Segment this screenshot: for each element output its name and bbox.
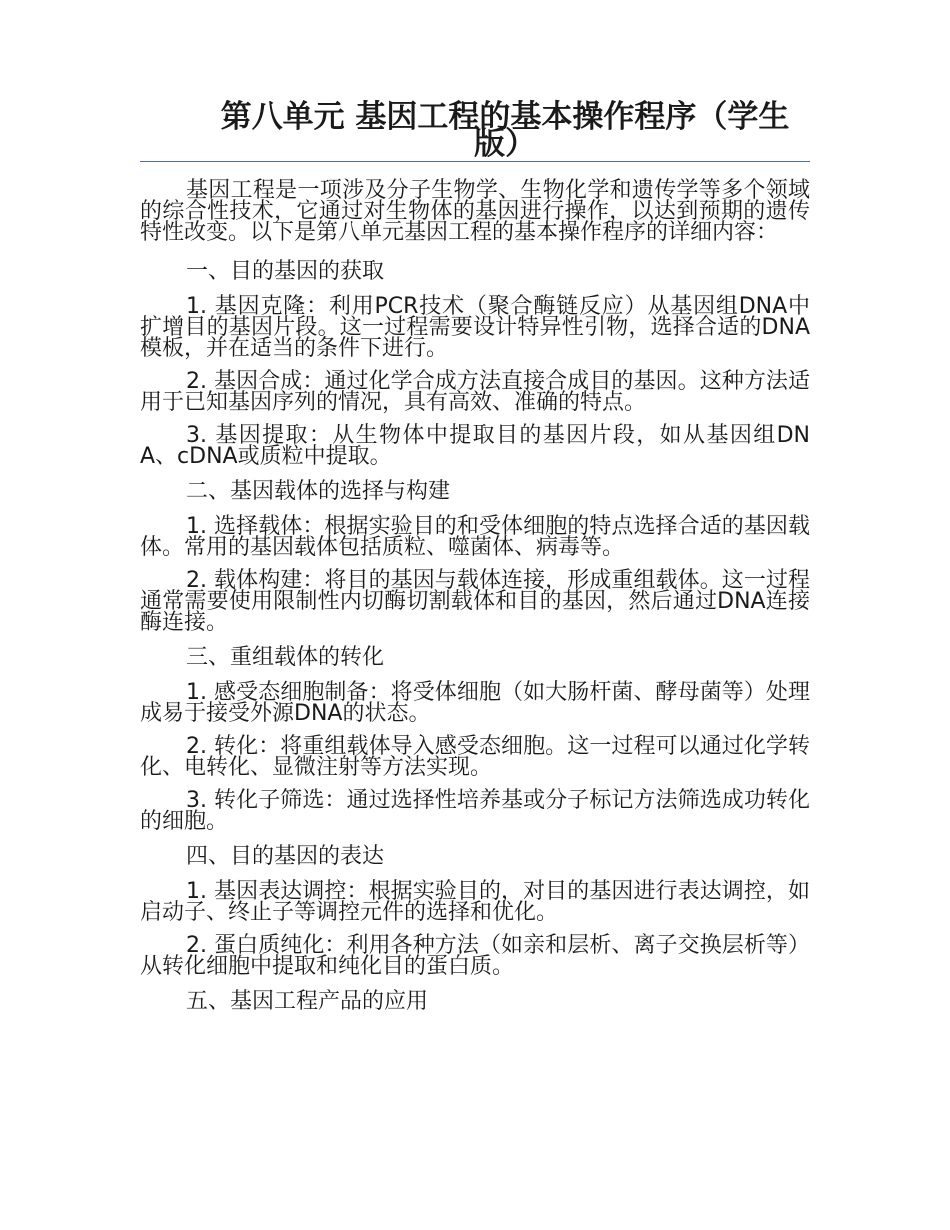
section-paragraph: 2. 蛋白质纯化：利用各种方法（如亲和层析、离子交换层析等）从转化细胞中提取和纯化目的蛋白质。 xyxy=(140,933,810,979)
section-paragraph: 2. 基因合成：通过化学合成方法直接合成目的基因。这种方法适用于已知基因序列的情况，具有高效、准确的特点。 xyxy=(140,369,810,415)
section-heading: 二、基因载体的选择与构建 xyxy=(186,479,451,504)
section-paragraph: 1. 基因表达调控：根据实验目的，对目的基因进行表达调控，如启动子、终止子等调控元件的选择和优化。 xyxy=(140,879,810,925)
section-paragraph: 1. 基因克隆：利用PCR技术（聚合酶链反应）从基因组DNA中扩增目的基因片段。这一过程需要设计特异性引物，选择合适的DNA模板，并在适当的条件下进行。 xyxy=(140,294,810,361)
intro-paragraph: 基因工程是一项涉及分子生物学、生物化学和遗传学等多个领域的综合性技术，它通过对生物体的基因进行操作，以达到预期的遗传特性改变。以下是第八单元基因工程的基本操作程序的详细内容： xyxy=(140,178,810,245)
section-heading: 一、目的基因的获取 xyxy=(186,259,385,284)
section-paragraph: 1. 感受态细胞制备：将受体细胞（如大肠杆菌、酵母菌等）处理成易于接受外源DNA的状态。 xyxy=(140,680,810,726)
section-paragraph: 3. 基因提取：从生物体中提取目的基因片段，如从基因组DNA、cDNA或质粒中提取。 xyxy=(140,423,810,469)
document-body xyxy=(140,180,810,1026)
document-title: 第八单元 基因工程的基本操作程序（学生版） xyxy=(220,99,790,162)
section-heading: 三、重组载体的转化 xyxy=(186,645,385,670)
title-underline xyxy=(140,161,810,162)
section-paragraph: 1. 选择载体：根据实验目的和受体细胞的特点选择合适的基因载体。常用的基因载体包括质粒、噬菌体、病毒等。 xyxy=(140,514,810,560)
section-paragraph: 3. 转化子筛选：通过选择性培养基或分子标记方法筛选成功转化的细胞。 xyxy=(140,788,810,834)
section-heading: 五、基因工程产品的应用 xyxy=(186,989,429,1014)
section-paragraph: 2. 载体构建：将目的基因与载体连接，形成重组载体。这一过程通常需要使用限制性内切酶切割载体和目的基因，然后通过DNA连接酶连接。 xyxy=(140,568,810,635)
section-paragraph: 2. 转化：将重组载体导入感受态细胞。这一过程可以通过化学转化、电转化、显微注射等方法实现。 xyxy=(140,734,810,780)
section-heading: 四、目的基因的表达 xyxy=(186,844,385,869)
